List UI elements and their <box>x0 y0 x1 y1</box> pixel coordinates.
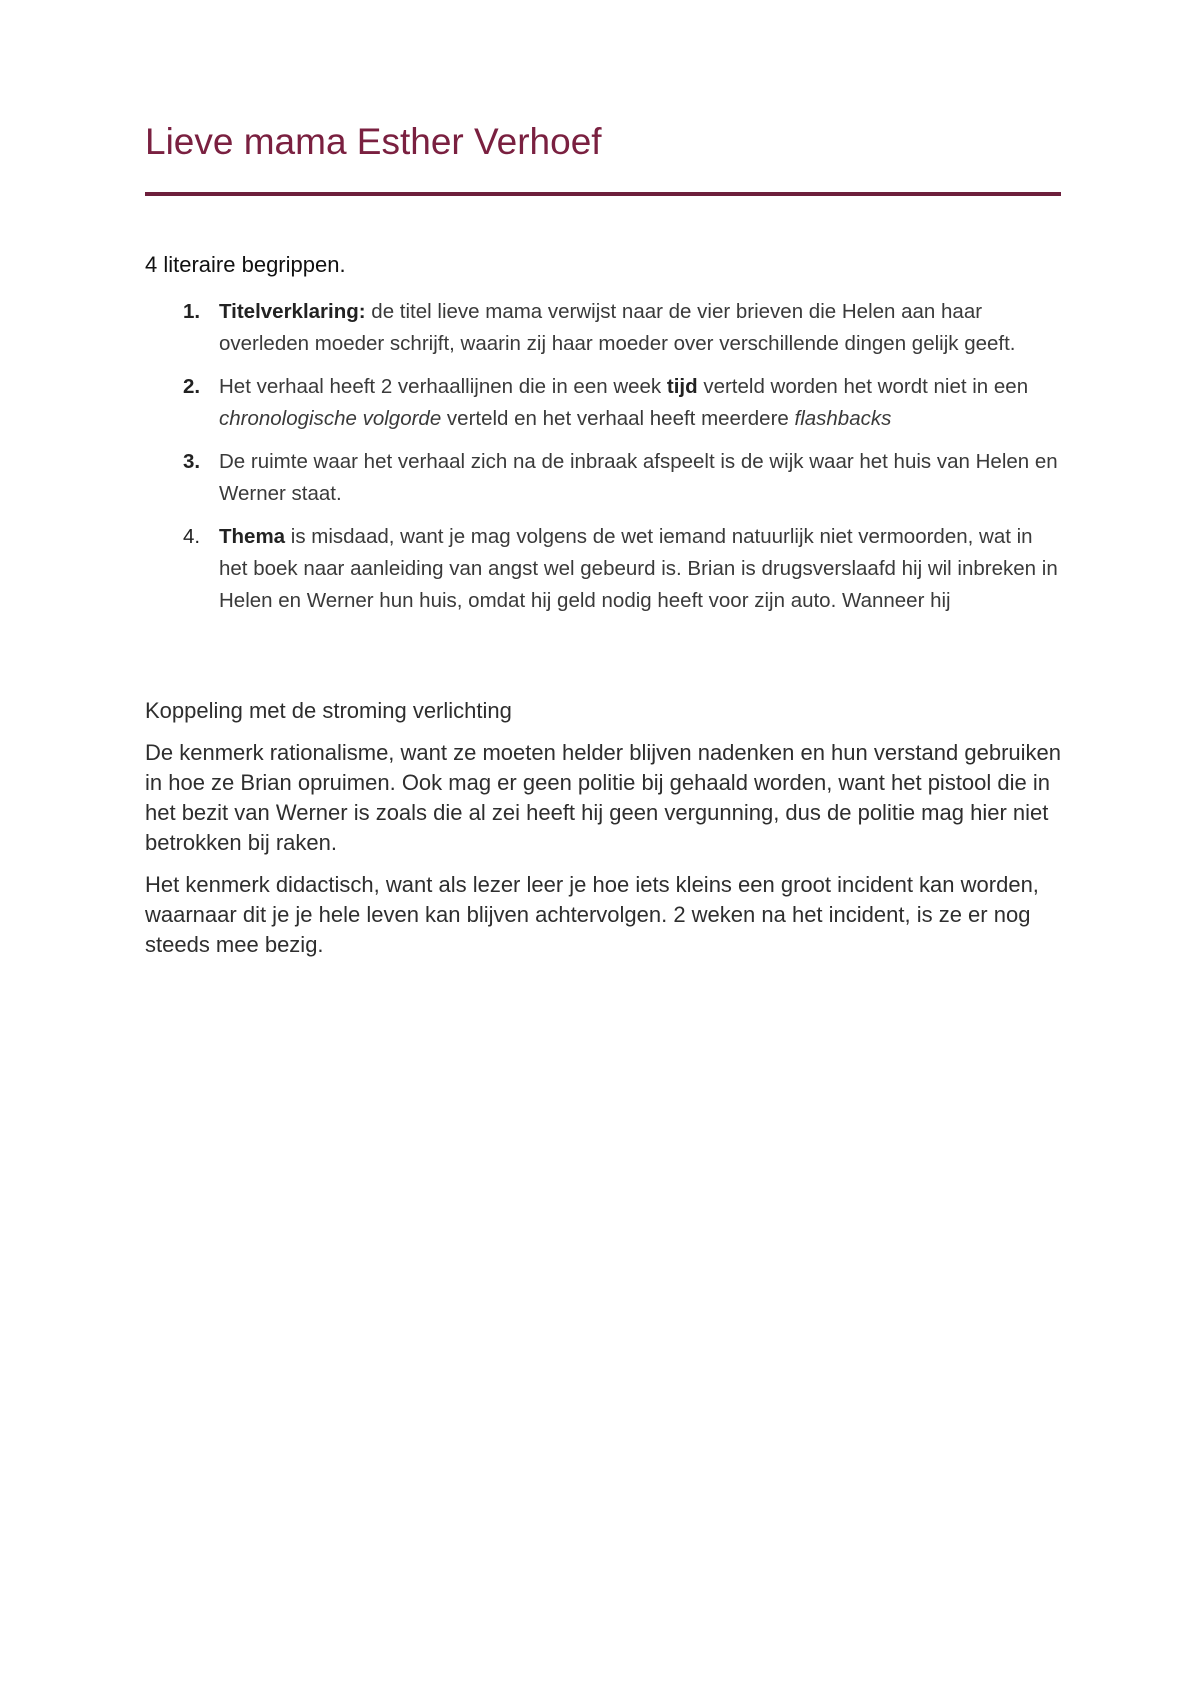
list-text: verteld worden het wordt niet in een <box>697 375 1029 398</box>
list-italic-text: chronologische volgorde <box>219 407 442 430</box>
document-title: Lieve mama Esther Verhoef <box>145 121 602 162</box>
list-item <box>145 296 1065 360</box>
list-number: 3. <box>183 450 201 473</box>
list-term: Thema <box>219 525 286 548</box>
list-text: de titel lieve mama verwijst naar de vier brieven die Helen aan haar overleden moeder schrijft, waarin zij haar moeder over verschillende dingen gelijk geeft. <box>219 300 1016 355</box>
paragraph: De kenmerk rationalisme, want ze moeten helder blijven nadenken en hun verstand gebruiken in hoe ze Brian opruimen. Ook mag er geen politie bij gehaald worden, want het pistool die in het bezit van Werner is zoals die al zei heeft hij geen vergunning, dus de politie mag hier niet betrokken bij raken. <box>145 740 1061 855</box>
list-italic-text: flashbacks <box>794 407 892 430</box>
list-number: 1. <box>183 300 201 323</box>
list-number: 2. <box>183 375 201 398</box>
list-item <box>145 521 1065 617</box>
list-bold-word: tijd <box>666 375 698 398</box>
paragraph: Het kenmerk didactisch, want als lezer leer je hoe iets kleins een groot incident kan worden, waarnaar dit je je hele leven kan blijven achtervolgen. 2 weken na het incident, is ze er nog steeds mee bezig. <box>145 872 1039 957</box>
list-text: verteld en het verhaal heeft meerdere <box>441 407 795 430</box>
list-item <box>145 371 1065 435</box>
paragraph-heading: Koppeling met de stroming verlichting <box>145 698 512 723</box>
section-heading: 4 literaire begrippen. <box>145 252 346 277</box>
list-number: 4. <box>183 525 201 548</box>
title-underline-divider <box>145 192 1061 196</box>
literary-concepts-list <box>145 296 1065 628</box>
list-item <box>145 446 1065 510</box>
list-text: is misdaad, want je mag volgens de wet iemand natuurlijk niet vermoorden, wat in het boek naar aanleiding van angst wel gebeurd is. Brian is drugsverslaafd hij wil inbreken in Helen en Werner hun huis, omdat hij geld nodig heeft voor zijn auto. Wanneer hij <box>219 525 1058 612</box>
list-term: Titelverklaring: <box>219 300 366 323</box>
list-text: De ruimte waar het verhaal zich na de inbraak afspeelt is de wijk waar het huis van Helen en Werner staat. <box>219 450 1058 505</box>
list-text: Het verhaal heeft 2 verhaallijnen die in een week <box>219 375 667 398</box>
